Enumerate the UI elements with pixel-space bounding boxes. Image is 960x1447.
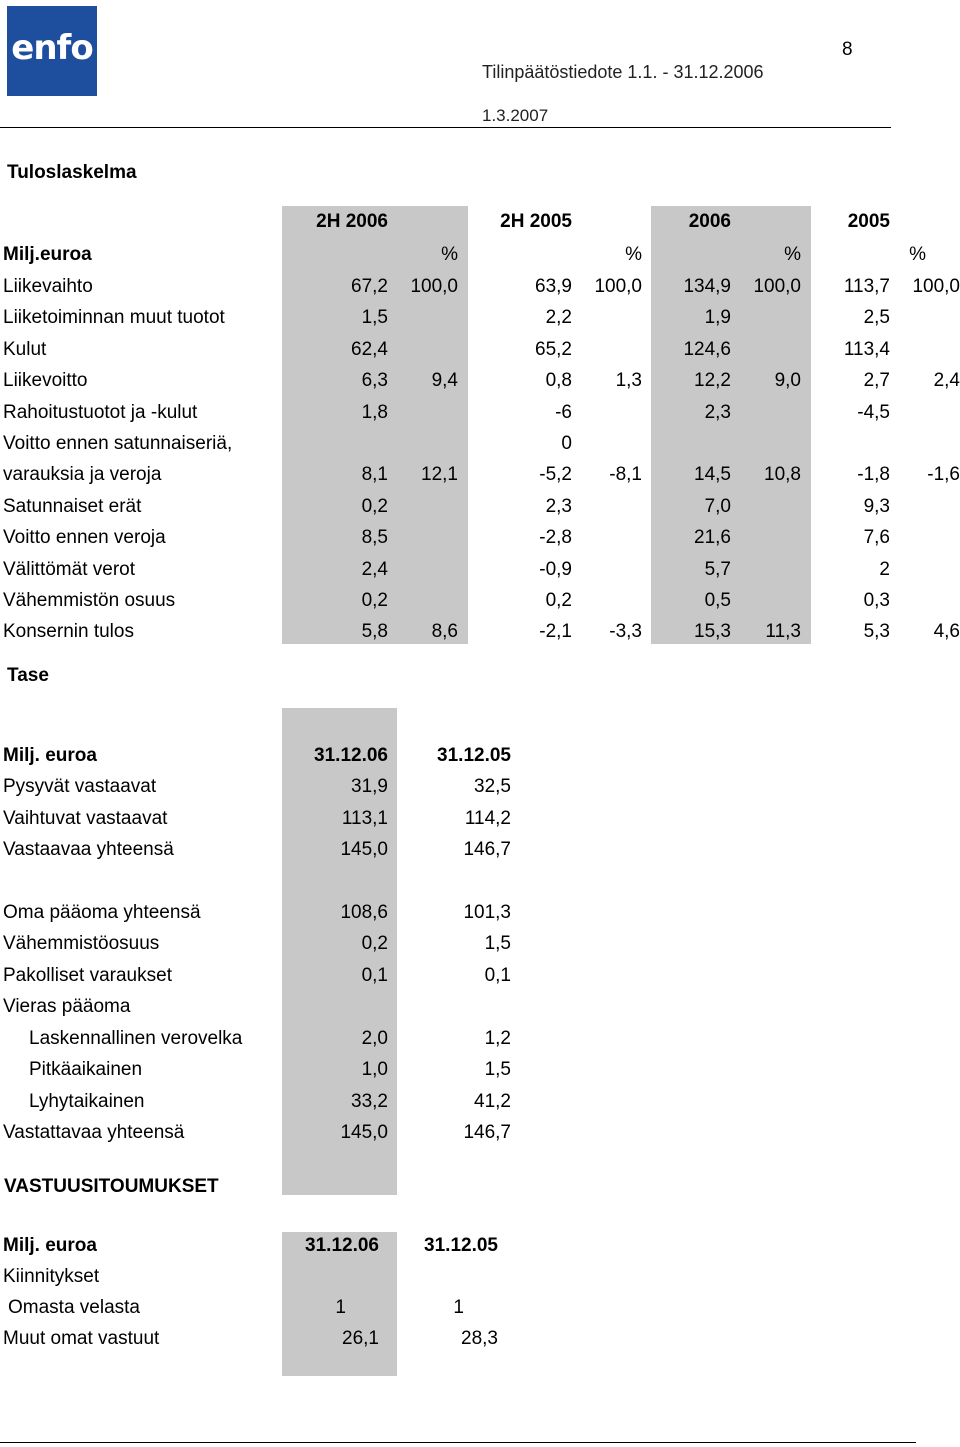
- income-cell: 113,7: [843, 276, 890, 297]
- income-cell: 1,5: [361, 307, 388, 328]
- income-col-header: 2005: [847, 211, 890, 232]
- income-cell: 5,8: [361, 621, 388, 642]
- income-row-label: Liikevaihto: [3, 276, 93, 297]
- income-cell: 62,4: [351, 339, 388, 360]
- income-cell: -1,6: [927, 464, 960, 485]
- income-cell: 9,4: [431, 370, 458, 391]
- income-cell: -6: [555, 402, 572, 423]
- income-cell: 0,2: [361, 590, 388, 611]
- income-col-header: 2H 2005: [500, 211, 572, 232]
- income-cell: 100,0: [594, 276, 642, 297]
- income-cell: 2,5: [863, 307, 890, 328]
- income-cell: 2,3: [545, 496, 572, 517]
- balance-col-header: 31.12.06: [314, 745, 388, 766]
- shade-2006: [651, 206, 811, 644]
- income-pct-header: %: [909, 244, 926, 265]
- income-cell: 5,7: [704, 559, 731, 580]
- balance-row-label: Vastattavaa yhteensä: [3, 1122, 185, 1143]
- income-cell: 4,6: [933, 621, 960, 642]
- commitments-row-label: Muut omat vastuut: [3, 1328, 160, 1349]
- income-row-label: Satunnaiset erät: [3, 496, 142, 517]
- commitments-row-label: Omasta velasta: [8, 1297, 140, 1318]
- balance-cell: 1,2: [484, 1028, 511, 1049]
- income-cell: 8,5: [361, 527, 388, 548]
- balance-cell: 108,6: [340, 902, 388, 923]
- income-cell: 67,2: [351, 276, 388, 297]
- income-cell: 0,5: [704, 590, 731, 611]
- income-cell: 0: [561, 433, 572, 454]
- balance-row-label: Oma pääoma yhteensä: [3, 902, 201, 923]
- report-title: Tilinpäätöstiedote 1.1. - 31.12.2006: [482, 62, 764, 82]
- income-row-label: Kulut: [3, 339, 47, 360]
- income-unit-label: Milj.euroa: [3, 244, 92, 265]
- income-cell: 1,9: [704, 307, 731, 328]
- income-row-label: varauksia ja veroja: [3, 464, 162, 485]
- income-cell: 2,3: [704, 402, 731, 423]
- commitments-unit-label: Milj. euroa: [3, 1235, 97, 1256]
- balance-cell: 0,1: [484, 965, 511, 986]
- income-cell: 14,5: [694, 464, 731, 485]
- income-cell: 10,8: [764, 464, 801, 485]
- balance-row-label: Vähemmistöosuus: [3, 933, 160, 954]
- balance-cell: 145,0: [340, 1122, 388, 1143]
- income-cell: 9,0: [774, 370, 801, 391]
- income-cell: -4,5: [857, 402, 890, 423]
- income-cell: 2,2: [545, 307, 572, 328]
- income-cell: 8,1: [361, 464, 388, 485]
- income-title: Tuloslaskelma: [7, 162, 137, 183]
- commitments-cell: 28,3: [461, 1328, 498, 1349]
- commitments-col-header: 31.12.06: [305, 1235, 379, 1256]
- balance-cell: 1,5: [484, 1059, 511, 1080]
- commitments-row-label: Kiinnitykset: [3, 1266, 100, 1287]
- income-cell: 100,0: [410, 276, 458, 297]
- income-cell: -8,1: [609, 464, 642, 485]
- balance-unit-label: Milj. euroa: [3, 745, 97, 766]
- income-cell: 0,2: [361, 496, 388, 517]
- income-cell: 2,4: [361, 559, 388, 580]
- income-cell: 100,0: [753, 276, 801, 297]
- balance-col-header: 31.12.05: [437, 745, 511, 766]
- income-cell: 1,8: [361, 402, 388, 423]
- income-cell: 0,3: [863, 590, 890, 611]
- balance-cell: 145,0: [340, 839, 388, 860]
- balance-row-label: Pitkäaikainen: [29, 1059, 143, 1080]
- income-cell: 7,6: [863, 527, 890, 548]
- income-cell: -1,8: [857, 464, 890, 485]
- income-row-label: Liiketoiminnan muut tuotot: [3, 307, 225, 328]
- income-cell: 5,3: [863, 621, 890, 642]
- commitments-cell: 1: [335, 1297, 346, 1318]
- balance-row-label: Vieras pääoma: [3, 996, 131, 1017]
- commitments-cell: 1: [453, 1297, 464, 1318]
- income-cell: 8,6: [431, 621, 458, 642]
- balance-cell: 31,9: [351, 776, 388, 797]
- balance-row-label: Lyhytaikainen: [29, 1091, 145, 1112]
- balance-title: Tase: [7, 665, 49, 686]
- income-row-label: Voitto ennen veroja: [3, 527, 166, 548]
- income-cell: 0,8: [545, 370, 572, 391]
- balance-cell: 146,7: [463, 839, 511, 860]
- income-cell: 134,9: [683, 276, 731, 297]
- income-cell: 63,9: [535, 276, 572, 297]
- income-cell: 124,6: [683, 339, 731, 360]
- income-pct-header: %: [784, 244, 801, 265]
- income-pct-header: %: [441, 244, 458, 265]
- commitments-col-header: 31.12.05: [424, 1235, 498, 1256]
- income-pct-header: %: [625, 244, 642, 265]
- income-row-label: Vähemmistön osuus: [3, 590, 176, 611]
- income-row-label: Välittömät verot: [3, 559, 135, 580]
- income-cell: -0,9: [539, 559, 572, 580]
- income-row-label: Rahoitustuotot ja -kulut: [3, 402, 198, 423]
- footer-rule: [0, 1442, 916, 1443]
- income-cell: -3,3: [609, 621, 642, 642]
- income-row-label: Voitto ennen satunnaiseriä,: [3, 433, 233, 454]
- income-cell: 2,7: [863, 370, 890, 391]
- income-cell: 6,3: [361, 370, 388, 391]
- income-cell: 21,6: [694, 527, 731, 548]
- balance-cell: 0,1: [361, 965, 388, 986]
- balance-cell: 33,2: [351, 1091, 388, 1112]
- commitments-cell: 26,1: [342, 1328, 379, 1349]
- balance-cell: 146,7: [463, 1122, 511, 1143]
- balance-row-label: Vastaavaa yhteensä: [3, 839, 174, 860]
- balance-cell: 101,3: [463, 902, 511, 923]
- income-cell: 7,0: [704, 496, 731, 517]
- page-number: 8: [842, 39, 853, 60]
- balance-row-label: Laskennallinen verovelka: [29, 1028, 243, 1049]
- balance-row-label: Vaihtuvat vastaavat: [3, 808, 168, 829]
- balance-cell: 1,5: [484, 933, 511, 954]
- income-cell: 15,3: [694, 621, 731, 642]
- income-cell: 100,0: [912, 276, 960, 297]
- income-cell: 1,3: [615, 370, 642, 391]
- income-cell: -2,8: [539, 527, 572, 548]
- income-cell: -5,2: [539, 464, 572, 485]
- income-cell: 2: [879, 559, 890, 580]
- income-cell: 65,2: [535, 339, 572, 360]
- balance-cell: 41,2: [474, 1091, 511, 1112]
- income-cell: 2,4: [933, 370, 960, 391]
- balance-row-label: Pakolliset varaukset: [3, 965, 172, 986]
- enfo-logo: enfo: [7, 6, 97, 96]
- income-cell: 9,3: [863, 496, 890, 517]
- commitments-title: VASTUUSITOUMUKSET: [4, 1176, 219, 1197]
- income-cell: 11,3: [765, 621, 801, 642]
- income-cell: 0,2: [545, 590, 572, 611]
- income-cell: 12,1: [421, 464, 458, 485]
- income-row-label: Konsernin tulos: [3, 621, 134, 642]
- income-row-label: Liikevoitto: [3, 370, 88, 391]
- income-cell: 113,4: [843, 339, 890, 360]
- balance-cell: 32,5: [474, 776, 511, 797]
- income-cell: 12,2: [694, 370, 731, 391]
- balance-cell: 114,2: [464, 808, 511, 829]
- balance-cell: 113,1: [341, 808, 388, 829]
- income-col-header: 2006: [688, 211, 731, 232]
- income-cell: -2,1: [539, 621, 572, 642]
- income-col-header: 2H 2006: [316, 211, 388, 232]
- balance-cell: 1,0: [361, 1059, 388, 1080]
- header-rule: [0, 127, 891, 128]
- report-date: 1.3.2007: [482, 106, 549, 125]
- balance-cell: 2,0: [361, 1028, 388, 1049]
- balance-cell: 0,2: [361, 933, 388, 954]
- balance-row-label: Pysyvät vastaavat: [3, 776, 157, 797]
